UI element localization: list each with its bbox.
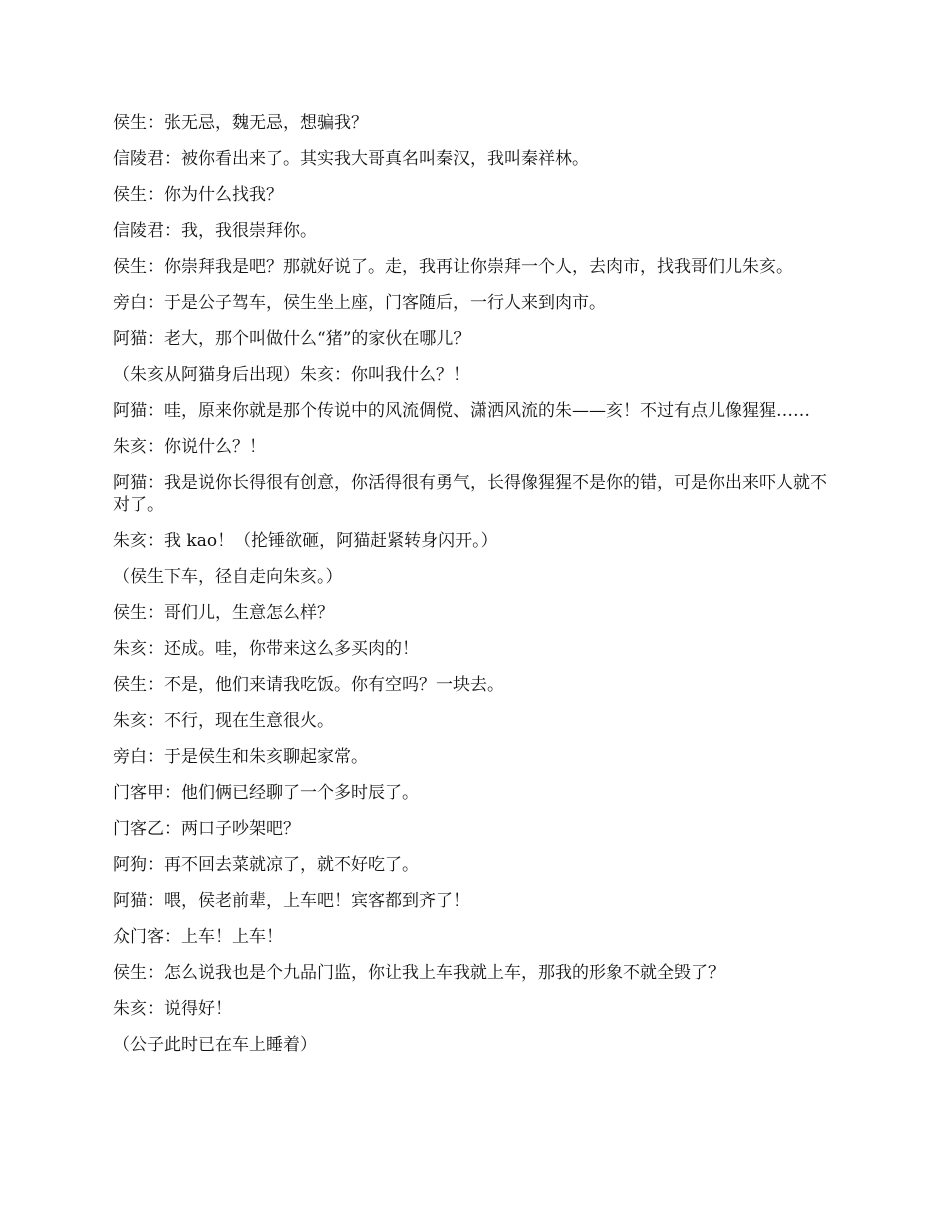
dialogue-line: 信陵君：我，我很崇拜你。 [113, 221, 317, 241]
script-text-body [113, 112, 833, 1070]
dialogue-line: 侯生：你为什么找我？ [113, 185, 283, 205]
dialogue-line: 阿猫：我是说你长得很有创意，你活得很有勇气，长得像猩猩不是你的错，可是你出来吓人就不对了。 [113, 473, 827, 515]
dialogue-line: 侯生：张无忌，魏无忌，想骗我？ [113, 113, 368, 133]
narration-line: 旁白：于是公子驾车，侯生坐上座，门客随后，一行人来到肉市。 [113, 293, 606, 313]
dialogue-line: 朱亥：不行，现在生意很火。 [113, 711, 334, 731]
stage-direction-line: （侯生下车，径自走向朱亥。） [113, 567, 343, 587]
dialogue-line: 众门客：上车！上车！ [113, 927, 283, 947]
dialogue-line: 朱亥：你说什么？！ [113, 437, 266, 457]
dialogue-line: 侯生：不是，他们来请我吃饭。你有空吗？一块去。 [113, 675, 504, 695]
dialogue-line: 侯生：你崇拜我是吧？那就好说了。走，我再让你崇拜一个人，去肉市，找我哥们儿朱亥。 [113, 257, 793, 277]
dialogue-line: 阿猫：老大，那个叫做什么“猪”的家伙在哪儿？ [113, 329, 471, 349]
dialogue-line: 阿猫：喂，侯老前辈，上车吧！宾客都到齐了！ [113, 891, 470, 911]
dialogue-line: 门客乙：两口子吵架吧？ [113, 819, 300, 839]
stage-direction-line: （公子此时已在车上睡着） [113, 1035, 317, 1055]
stage-direction-line: （朱亥从阿猫身后出现）朱亥：你叫我什么？！ [113, 365, 470, 385]
dialogue-line: 信陵君：被你看出来了。其实我大哥真名叫秦汉，我叫秦祥林。 [113, 149, 589, 169]
dialogue-line: 朱亥：说得好！ [113, 999, 232, 1019]
narration-line: 旁白：于是侯生和朱亥聊起家常。 [113, 747, 368, 767]
dialogue-line: 侯生：哥们儿，生意怎么样？ [113, 603, 334, 623]
dialogue-line: 朱亥：我 kao！（抡锤欲砸，阿猫赶紧转身闪开。） [113, 531, 498, 551]
dialogue-line: 阿狗：再不回去菜就凉了，就不好吃了。 [113, 855, 419, 875]
dialogue-line: 门客甲：他们俩已经聊了一个多时辰了。 [113, 783, 419, 803]
dialogue-line: 朱亥：还成。哇，你带来这么多买肉的！ [113, 639, 419, 659]
dialogue-line: 侯生：怎么说我也是个九品门监，你让我上车我就上车，那我的形象不就全毁了？ [113, 963, 725, 983]
dialogue-line: 阿猫：哇，原来你就是那个传说中的风流倜傥、潇洒风流的朱——亥！不过有点儿像猩猩…… [113, 401, 810, 421]
